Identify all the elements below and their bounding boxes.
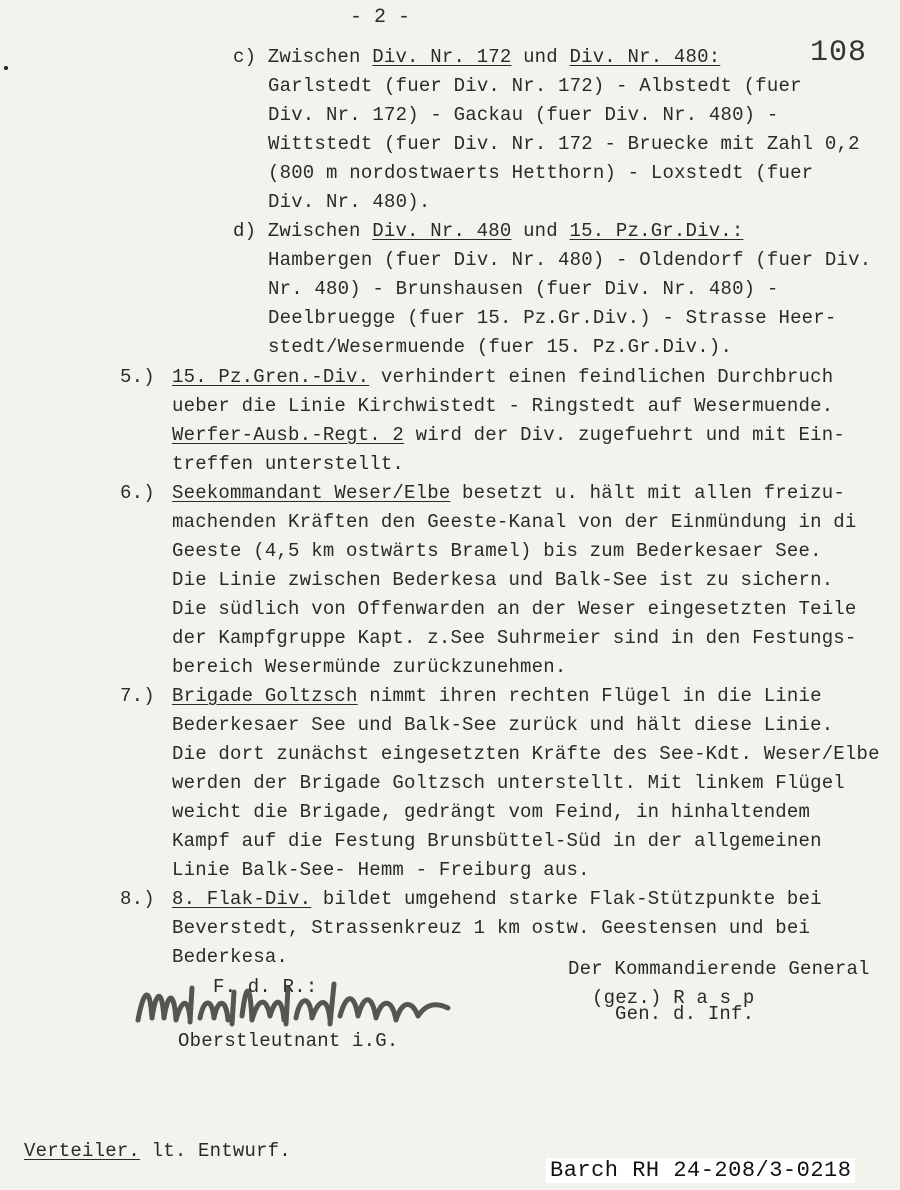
item-d-line-5: stedt/Wesermuende (fuer 15. Pz.Gr.Div.).: [268, 336, 733, 358]
item-c-line-2: Garlstedt (fuer Div. Nr. 172) - Albstedt (fuer: [268, 75, 802, 97]
para-7-line-3: Die dort zunächst eingesetzten Kräfte des See-Kdt. Weser/Elbe: [172, 743, 880, 765]
para-6-line-1: [172, 482, 845, 504]
item-d-unit-2: 15. Pz.Gr.Div.:: [569, 220, 744, 242]
para-8-line-2: Beverstedt, Strassenkreuz 1 km ostw. Geestensen und bei: [172, 917, 811, 939]
item-c-unit-1: Div. Nr. 172: [372, 46, 512, 68]
para-6-number: 6.): [120, 482, 155, 504]
folio-number: 108: [810, 36, 868, 70]
oberstleutnant-label: Oberstleutnant i.G.: [178, 1030, 399, 1052]
para-5-number: 5.): [120, 366, 155, 388]
item-c-mid: und: [511, 46, 570, 68]
para-7-number: 7.): [120, 685, 155, 707]
general-rank: Gen. d. Inf.: [615, 1003, 755, 1025]
item-d-line-3: Nr. 480) - Brunshausen (fuer Div. Nr. 480) -: [268, 278, 779, 300]
para-6-line-2: machenden Kräften den Geeste-Kanal von der Einmündung in di: [172, 511, 857, 533]
para-5-unit: 15. Pz.Gren.-Div.: [172, 366, 370, 388]
item-c-unit-2: Div. Nr. 480:: [569, 46, 721, 68]
item-c-line-6: Div. Nr. 480).: [268, 191, 431, 213]
item-d-line-2: Hambergen (fuer Div. Nr. 480) - Oldendorf (fuer Div.: [268, 249, 872, 271]
item-c-line-4: Wittstedt (fuer Div. Nr. 172 - Bruecke mit Zahl 0,2: [268, 133, 860, 155]
para-7-unit: Brigade Goltzsch: [172, 685, 358, 707]
item-d-unit-1: Div. Nr. 480: [372, 220, 512, 242]
para-6-line-3: Geeste (4,5 km ostwärts Bramel) bis zum Bederkesaer See.: [172, 540, 822, 562]
general-signature: (gez.) R a s p: [592, 987, 755, 1009]
item-c-line-1: [233, 46, 720, 68]
distribution-line: [24, 1140, 291, 1162]
para-7-line-4: werden der Brigade Goltzsch unterstellt. Mit linkem Flügel: [172, 772, 845, 794]
archive-reference: Barch RH 24-208/3-0218: [546, 1158, 855, 1183]
para-6-line-5: Die südlich von Offenwarden an der Weser eingesetzten Teile: [172, 598, 857, 620]
para-6-line-6: der Kampfgruppe Kapt. z.See Suhrmeier sind in den Festungs-: [172, 627, 857, 649]
para-7-line-5: weicht die Brigade, gedrängt vom Feind, in hinhaltendem: [172, 801, 811, 823]
item-d-line-1: [233, 220, 744, 242]
para-8-unit: 8. Flak-Div.: [172, 888, 312, 910]
para-7-line-6: Kampf auf die Festung Brunsbüttel-Süd in der allgemeinen: [172, 830, 822, 852]
para-8-number: 8.): [120, 888, 155, 910]
para-7-line-1-rest: nimmt ihren rechten Flügel in die Linie: [357, 685, 822, 707]
para-5-line-1-rest: verhindert einen feindlichen Durchbruch: [369, 366, 834, 388]
fdr-label: F. d. R.:: [213, 976, 318, 998]
para-7-line-2: Bederkesaer See und Balk-See zurück und hält diese Linie.: [172, 714, 834, 736]
para-5-line-2: ueber die Linie Kirchwistedt - Ringstedt auf Wesermuende.: [172, 395, 834, 417]
para-6-line-4: Die Linie zwischen Bederkesa und Balk-See ist zu sichern.: [172, 569, 834, 591]
distribution-label: Verteiler.: [24, 1140, 141, 1162]
handwritten-signature: [130, 968, 460, 1038]
item-d-line-4: Deelbruegge (fuer 15. Pz.Gr.Div.) - Strasse Heer-: [268, 307, 837, 329]
item-d-mid: und: [511, 220, 570, 242]
para-5-line-3-rest: wird der Div. zugefuehrt und mit Ein-: [404, 424, 845, 446]
page-number: - 2 -: [350, 6, 411, 29]
para-6-unit: Seekommandant Weser/Elbe: [172, 482, 451, 504]
para-8-line-1-rest: bildet umgehend starke Flak-Stützpunkte bei: [311, 888, 822, 910]
item-d-prefix: d) Zwischen: [233, 220, 373, 242]
item-c-line-3: Div. Nr. 172) - Gackau (fuer Div. Nr. 480) -: [268, 104, 779, 126]
para-6-line-7: bereich Wesermünde zurückzunehmen.: [172, 656, 567, 678]
general-title: Der Kommandierende General: [568, 958, 870, 980]
para-6-line-1-rest: besetzt u. hält mit allen freizu-: [450, 482, 845, 504]
distribution-rest: lt. Entwurf.: [140, 1140, 291, 1162]
para-5-line-1: [172, 366, 833, 388]
item-c-line-5: (800 m nordostwaerts Hetthorn) - Loxstedt (fuer: [268, 162, 814, 184]
punch-mark: [4, 66, 8, 70]
para-5-line-3: [172, 424, 845, 446]
para-7-line-1: [172, 685, 822, 707]
item-c-prefix: c) Zwischen: [233, 46, 373, 68]
para-5-line-4: treffen unterstellt.: [172, 453, 405, 475]
para-7-line-7: Linie Balk-See- Hemm - Freiburg aus.: [172, 859, 590, 881]
para-8-line-3: Bederkesa.: [172, 946, 289, 968]
para-5-unit-2: Werfer-Ausb.-Regt. 2: [172, 424, 405, 446]
para-8-line-1: [172, 888, 822, 910]
